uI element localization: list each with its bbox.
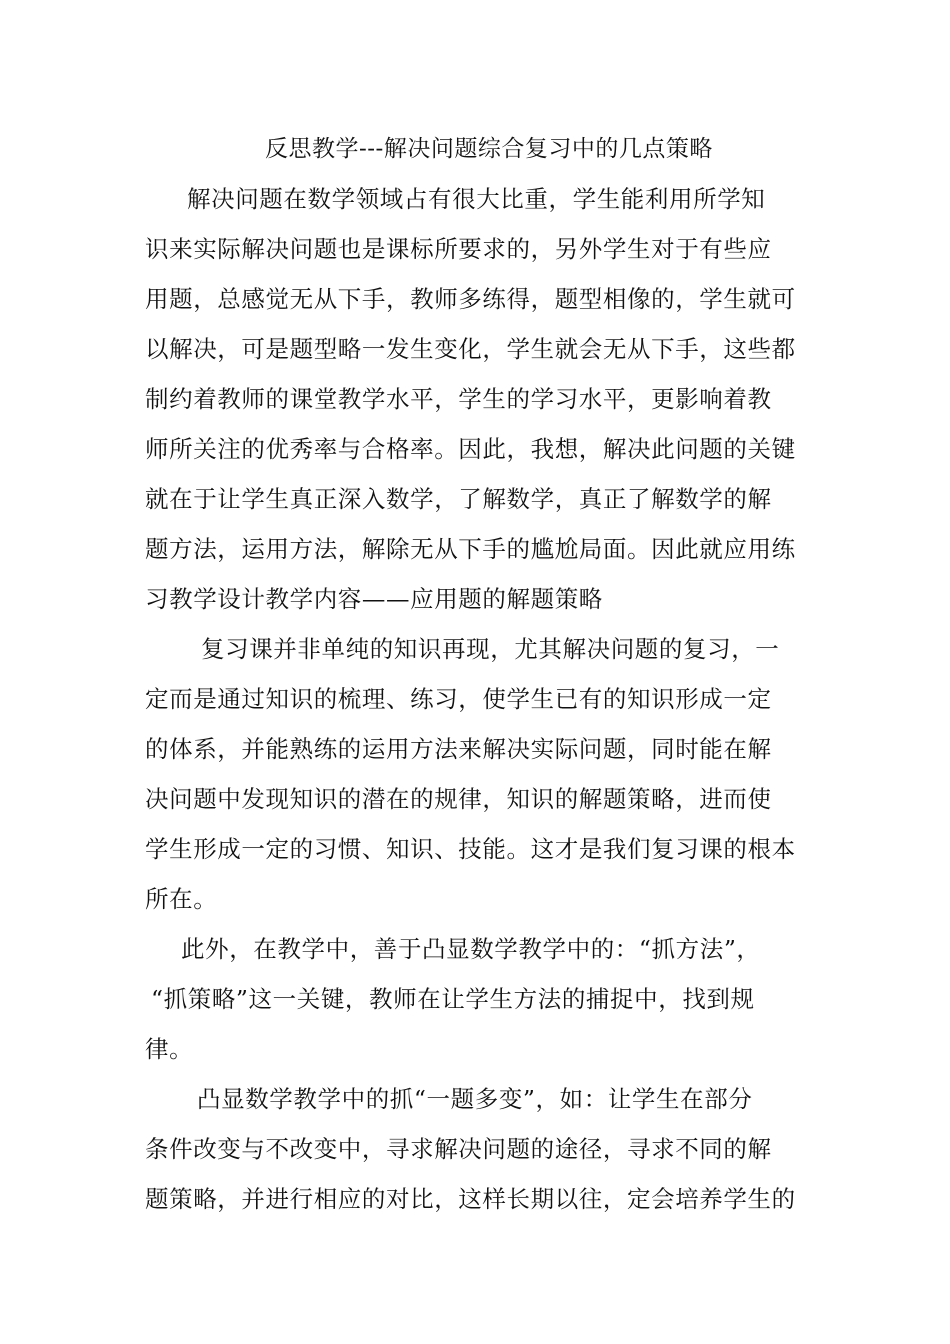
document-title: 反思教学---解决问题综合复习中的几点策略 bbox=[265, 136, 713, 162]
paragraph-line: 凸显数学教学中的抓“一题多变”，如：让学生在部分 bbox=[197, 1085, 753, 1113]
paragraph-line: 所在。 bbox=[145, 885, 218, 913]
paragraph-line: 复习课并非单纯的知识再现，尤其解决问题的复习，一 bbox=[201, 635, 780, 663]
paragraph-line: “抓策略”这一关键，教师在让学生方法的捕捉中，找到规 bbox=[151, 985, 755, 1013]
paragraph-line: 以解决，可是题型略一发生变化，学生就会无从下手，这些都 bbox=[145, 335, 796, 363]
paragraph-line: 学生形成一定的习惯、知识、技能。这才是我们复习课的根本 bbox=[145, 835, 796, 863]
paragraph-line: 律。 bbox=[145, 1035, 194, 1063]
paragraph-line: 习教学设计教学内容——应用题的解题策略 bbox=[145, 585, 603, 613]
paragraph-line: 解决问题在数学领域占有很大比重，学生能利用所学知 bbox=[187, 185, 766, 213]
paragraph-line: 此外，在教学中，善于凸显数学教学中的：“抓方法”， bbox=[181, 935, 761, 963]
paragraph-line: 识来实际解决问题也是课标所要求的，另外学生对于有些应 bbox=[145, 235, 772, 263]
paragraph-line: 题方法，运用方法，解除无从下手的尴尬局面。因此就应用练 bbox=[145, 535, 796, 563]
paragraph-line: 的体系，并能熟练的运用方法来解决实际问题，同时能在解 bbox=[145, 735, 772, 763]
paragraph-line: 用题，总感觉无从下手，教师多练得，题型相像的，学生就可 bbox=[145, 285, 796, 313]
paragraph-line: 题策略，并进行相应的对比，这样长期以往，定会培养学生的 bbox=[145, 1185, 796, 1213]
paragraph-line: 决问题中发现知识的潜在的规律，知识的解题策略，进而使 bbox=[145, 785, 772, 813]
paragraph-line: 条件改变与不改变中，寻求解决问题的途径，寻求不同的解 bbox=[145, 1135, 772, 1163]
paragraph-line: 定而是通过知识的梳理、练习，使学生已有的知识形成一定 bbox=[145, 685, 772, 713]
paragraph-line: 就在于让学生真正深入数学，了解数学，真正了解数学的解 bbox=[145, 485, 772, 513]
paragraph-line: 制约着教师的课堂教学水平，学生的学习水平，更影响着教 bbox=[145, 385, 772, 413]
paragraph-line: 师所关注的优秀率与合格率。因此，我想，解决此问题的关键 bbox=[145, 435, 796, 463]
